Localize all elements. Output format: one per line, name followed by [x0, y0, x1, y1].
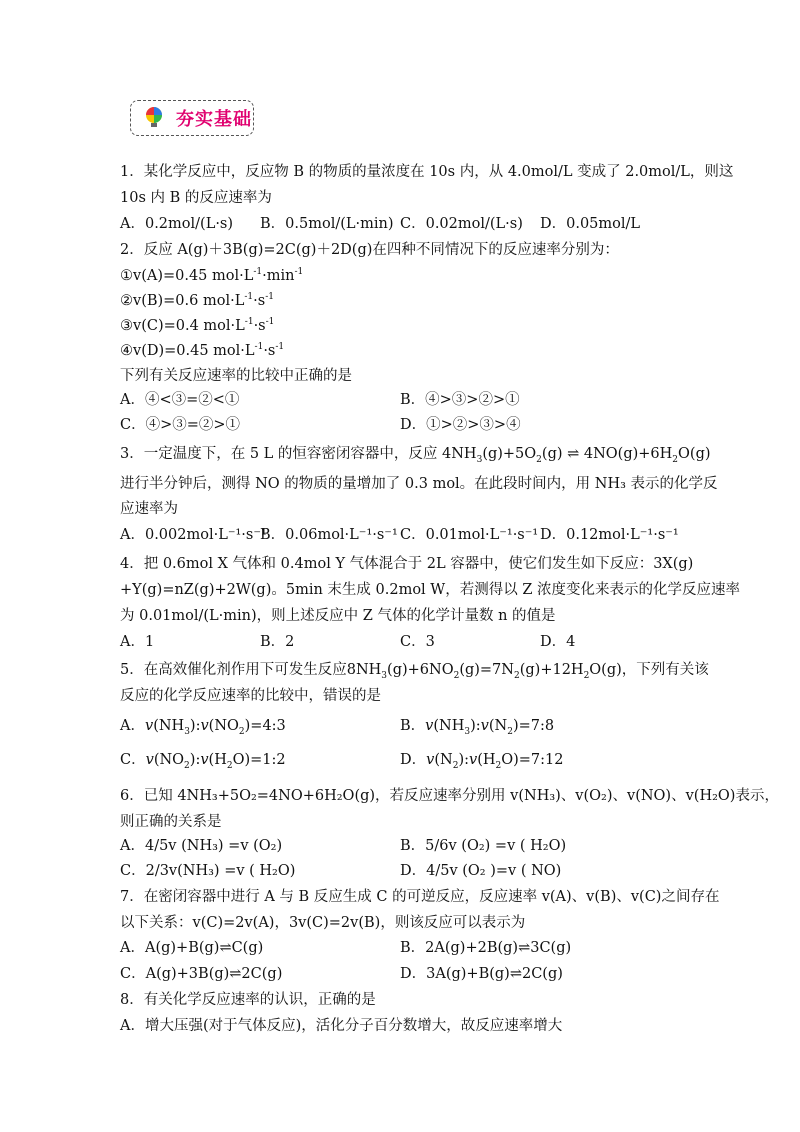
q2-stem: 2．反应 A(g)＋3B(g)=2C(g)＋2D(g)在四种不同情况下的反应速率分别为：: [120, 242, 619, 258]
section-badge: [122, 96, 260, 142]
q8-stem: 8．有关化学反应速率的认识，正确的是: [120, 992, 376, 1008]
q2-case-1: ①v(A)=0.45 $mol\cdot L^{-1}\cdot\min^{-1}$: [120, 267, 304, 284]
q3-stem-line1: 3．一定温度下，在 5 L 的恒容密闭容器中，反应 $4NH_3(g)+5O_2(g)$ ⇌ $4NO(g)+6H_2O(g)$: [120, 446, 711, 465]
q1-option-c: C．0.02mol/(L·s): [400, 216, 523, 232]
q7-option-c: C．A(g)+3B(g)⇌2C(g): [120, 966, 283, 982]
q2-option-c: C．④>③=②>①: [120, 417, 241, 433]
q3-option-a: A．0.002mol·L⁻¹·s⁻¹: [120, 527, 267, 543]
q6-option-a: A．4/5v (NH₃) =v (O₂): [120, 838, 283, 854]
q3-option-b: B．0.06mol·L⁻¹·s⁻¹: [260, 527, 398, 543]
q2-option-d: D．①>②>③>④: [400, 417, 521, 433]
q6-option-c: C．2/3v(NH₃) =v ( H₂O): [120, 863, 296, 879]
q4-option-d: D．4: [540, 634, 576, 650]
q5-stem-line1: 5．在高效催化剂作用下可发生反应$8NH_3(g)+6NO_2(g)=7N_2(g)+12H_2O(g)$，下列有关该: [120, 662, 709, 681]
q6-stem-line1: 6．已知 4NH₃+5O₂=4NO+6H₂O(g)，若反应速率分别用 v(NH₃)、v(O₂)、v(NO)、v(H₂O)表示，: [120, 788, 779, 804]
q5-equation: $8NH_3(g)+6NO_2(g)=7N_2(g)+12H_2O(g)$: [346, 662, 622, 681]
q1-option-d: D．0.05mol/L: [540, 216, 641, 232]
q4-stem-line1: 4．把 0.6mol X 气体和 0.4mol Y 气体混合于 2L 容器中，使它们发生如下反应：3X(g): [120, 556, 694, 572]
q3-option-c: C．0.01mol·L⁻¹·s⁻¹: [400, 527, 539, 543]
badge-title: 夯实基础: [176, 109, 252, 130]
q1-option-a: A．0.2mol/(L·s): [120, 216, 234, 232]
q8-option-a: A．增大压强(对于气体反应)，活化分子百分数增大，故反应速率增大: [120, 1018, 563, 1034]
q3-option-d: D．0.12mol·L⁻¹·s⁻¹: [540, 527, 679, 543]
q1-option-b: B．0.5mol/(L·min): [260, 216, 394, 232]
q2-option-a: A．④<③=②<①: [120, 392, 240, 408]
q6-option-b: B．5/6v (O₂) =v ( H₂O): [400, 838, 567, 854]
q1-stem-line1: 1．某化学反应中，反应物 B 的物质的量浓度在 10s 内，从 4.0mol/L 变成了 2.0mol/L，则这: [120, 164, 734, 180]
q4-stem-line3: 为 0.01mol/(L·min)，则上述反应中 Z 气体的化学计量数 n 的值是: [120, 608, 556, 624]
q2-case-2: ②v(B)=0.6 $mol\cdot L^{-1}\cdot s^{-1}$: [120, 292, 274, 309]
q5-option-c: C．$v(NO_2):v(H_2O)=1:2$: [120, 752, 286, 771]
q7-stem-line2: 以下关系：v(C)=2v(A)，3v(C)=2v(B)，则该反应可以表示为: [120, 915, 526, 931]
q2-question: 下列有关反应速率的比较中正确的是: [120, 368, 352, 384]
q5-option-b: B．$v(NH_3):v(N_2)=7:8$: [400, 718, 555, 737]
q3-equation: $4NH_3(g)+5O_2(g)$ ⇌ $4NO(g)+6H_2O(g)$: [442, 446, 711, 465]
q4-option-b: B．2: [260, 634, 295, 650]
q4-option-c: C．3: [400, 634, 435, 650]
q6-stem-line2: 则正确的关系是: [120, 814, 222, 830]
q2-case-4: ④v(D)=0.45 $mol\cdot L^{-1}\cdot s^{-1}$: [120, 342, 285, 359]
q7-option-a: A．A(g)+B(g)⇌C(g): [120, 940, 264, 956]
q5-option-a: A．$v(NH_3):v(NO_2)=4:3$: [120, 718, 286, 737]
q2-case-3: ③v(C)=0.4 $mol\cdot L^{-1}\cdot s^{-1}$: [120, 317, 275, 334]
q7-option-b: B．2A(g)+2B(g)⇌3C(g): [400, 940, 572, 956]
q2-option-b: B．④>③>②>①: [400, 392, 520, 408]
lightbulb-icon: [142, 105, 166, 129]
q1-stem-line2: 10s 内 B 的反应速率为: [120, 190, 272, 206]
q4-option-a: A．1: [120, 634, 155, 650]
q7-stem-line1: 7．在密闭容器中进行 A 与 B 反应生成 C 的可逆反应，反应速率 v(A)、v(B)、v(C)之间存在: [120, 889, 720, 905]
q6-option-d: D．4/5v (O₂ )=v ( NO): [400, 863, 562, 879]
q4-stem-line2: +Y(g)=nZ(g)+2W(g)。5min 末生成 0.2mol W，若测得以 Z 浓度变化来表示的化学反应速率: [120, 582, 741, 598]
q5-stem-line2: 反应的化学反应速率的比较中，错误的是: [120, 688, 381, 704]
q3-stem-line2: 进行半分钟后，测得 NO 的物质的量增加了 0.3 mol。在此段时间内，用 NH₃ 表示的化学反: [120, 476, 718, 492]
q7-option-d: D．3A(g)+B(g)⇌2C(g): [400, 966, 563, 982]
q5-option-d: D．$v(N_2):v(H_2O)=7:12$: [400, 752, 564, 771]
q3-stem-line3: 应速率为: [120, 501, 178, 517]
